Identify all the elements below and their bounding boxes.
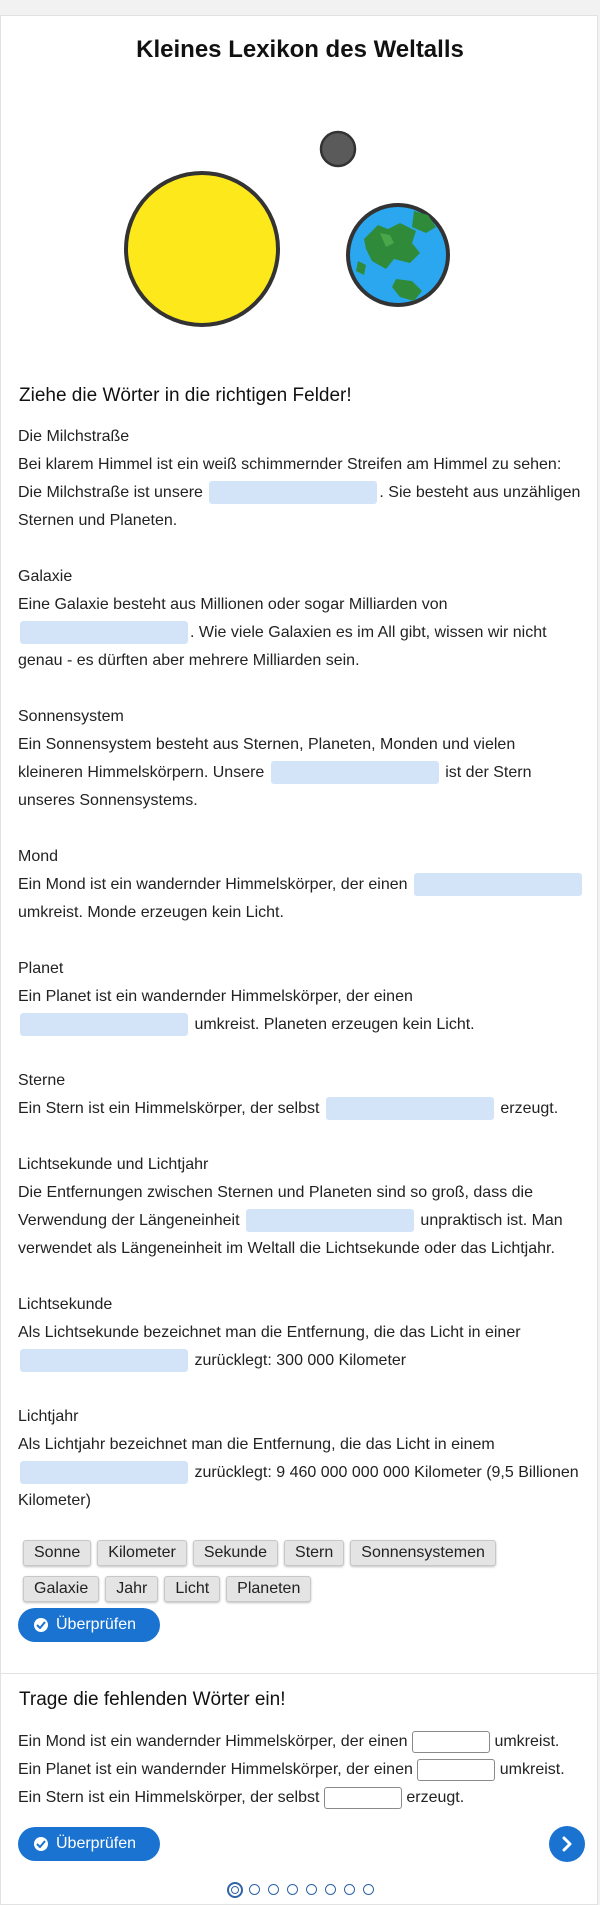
word-chip[interactable]: Kilometer	[97, 1540, 187, 1566]
check-button[interactable]	[18, 1608, 160, 1642]
entry-text: Ein Stern ist ein Himmelskörper, der selbst	[18, 1100, 320, 1117]
entry-text: Die Entfernungen zwischen Sternen und Planeten sind so groß, dass die Verwendung der Längeneinheit	[18, 1184, 533, 1229]
entry-sterne	[18, 1067, 584, 1123]
exercise-card	[0, 15, 598, 1905]
word-chip[interactable]: Sonne	[23, 1540, 91, 1566]
entry-heading: Planet	[18, 960, 64, 977]
entry-heading: Lichtsekunde und Lichtjahr	[18, 1156, 209, 1173]
word-chip[interactable]: Planeten	[226, 1576, 311, 1602]
answer-field[interactable]	[412, 1731, 490, 1753]
word-chip[interactable]: Jahr	[105, 1576, 158, 1602]
drop-zone[interactable]	[209, 481, 377, 504]
entry-text: Bei klarem Himmel ist ein weiß schimmernder Streifen am Himmel zu sehen: Die Milchstraße ist unsere	[18, 456, 562, 501]
page-dot[interactable]	[287, 1884, 298, 1895]
page-dot[interactable]	[363, 1884, 374, 1895]
drop-zone[interactable]	[271, 761, 439, 784]
drop-zone[interactable]	[326, 1097, 494, 1120]
check-circle-icon	[34, 1618, 48, 1632]
sun-image	[126, 173, 278, 325]
entry-text: zurücklegt: 300 000 Kilometer	[194, 1352, 407, 1369]
check-button-label: Überprüfen	[56, 1616, 137, 1633]
word-chip[interactable]: Sonnensystemen	[350, 1540, 496, 1566]
cloze-text	[18, 423, 584, 1543]
fill-in-text	[18, 1728, 584, 1812]
drop-zone[interactable]	[20, 1013, 188, 1036]
fill-line	[18, 1728, 584, 1756]
drop-zone[interactable]	[20, 621, 188, 644]
entry-text: umkreist. Planeten erzeugen kein Licht.	[194, 1016, 475, 1033]
entry-text: zurücklegt: 9 460 000 000 000 Kilometer (9,5 Billionen Kilometer)	[18, 1464, 579, 1509]
entry-lichtsekunde	[18, 1291, 584, 1375]
word-chip[interactable]: Sekunde	[193, 1540, 278, 1566]
entry-planet	[18, 955, 584, 1039]
fill-line-text: umkreist.	[499, 1761, 565, 1778]
entry-lichtjahr	[18, 1403, 584, 1515]
next-button[interactable]	[549, 1826, 585, 1862]
fill-line-text: Ein Mond ist ein wandernder Himmelskörper, der einen	[18, 1733, 408, 1750]
page-dot[interactable]	[227, 1882, 243, 1898]
entry-heading: Die Milchstraße	[18, 428, 130, 445]
task1-instruction: Ziehe die Wörter in die richtigen Felder!	[19, 385, 352, 406]
entry-heading: Sonnensystem	[18, 708, 124, 725]
page-title: Kleines Lexikon des Weltalls	[136, 36, 464, 63]
chevron-right-icon	[560, 1836, 574, 1852]
fill-line	[18, 1784, 584, 1812]
entry-text: Als Lichtsekunde bezeichnet man die Entfernung, die das Licht in einer	[18, 1324, 521, 1341]
entry-sonnensystem	[18, 703, 584, 815]
entry-text: unpraktisch ist. Man verwendet als Längeneinheit im Weltall die Lichtsekunde oder das Lichtjahr.	[18, 1212, 563, 1257]
page-dot[interactable]	[325, 1884, 336, 1895]
earth-image	[348, 205, 448, 305]
fill-line	[18, 1756, 584, 1784]
check-circle-icon	[34, 1837, 48, 1851]
word-chip[interactable]: Licht	[164, 1576, 220, 1602]
check-button[interactable]	[18, 1827, 160, 1861]
entry-milchstrasse	[18, 423, 584, 535]
answer-field[interactable]	[324, 1787, 402, 1809]
word-chip[interactable]: Stern	[284, 1540, 344, 1566]
section-divider	[1, 1673, 599, 1674]
task2-instruction: Trage die fehlenden Wörter ein!	[19, 1689, 286, 1710]
entry-heading: Galaxie	[18, 568, 73, 585]
page-dot[interactable]	[306, 1884, 317, 1895]
word-bank	[23, 1540, 543, 1612]
entry-heading: Lichtsekunde	[18, 1296, 113, 1313]
fill-line-text: umkreist.	[494, 1733, 560, 1750]
fill-line-text: Ein Stern ist ein Himmelskörper, der selbst	[18, 1789, 320, 1806]
entry-text: umkreist. Monde erzeugen kein Licht.	[18, 904, 284, 921]
fill-line-text: Ein Planet ist ein wandernder Himmelskörper, der einen	[18, 1761, 413, 1778]
entry-text: Ein Sonnensystem besteht aus Sternen, Planeten, Monden und vielen kleineren Himmelskörpern. Unsere	[18, 736, 516, 781]
entry-galaxie	[18, 563, 584, 675]
answer-field[interactable]	[417, 1759, 495, 1781]
page-dot[interactable]	[249, 1884, 260, 1895]
page-dot[interactable]	[268, 1884, 279, 1895]
entry-heading: Sterne	[18, 1072, 66, 1089]
moon-image	[321, 132, 355, 166]
entry-text: . Wie viele Galaxien es im All gibt, wissen wir nicht genau - es dürften aber mehrere Milliarden sein.	[18, 624, 547, 669]
check-button-label: Überprüfen	[56, 1835, 137, 1852]
entry-text: Ein Mond ist ein wandernder Himmelskörper, der einen	[18, 876, 408, 893]
entry-heading: Lichtjahr	[18, 1408, 79, 1425]
fill-line-text: erzeugt.	[406, 1789, 465, 1806]
drop-zone[interactable]	[246, 1209, 414, 1232]
space-illustration	[96, 111, 466, 351]
entry-text: ist der Stern unseres Sonnensystems.	[18, 764, 532, 809]
entry-text: Als Lichtjahr bezeichnet man die Entfernung, die das Licht in einem	[18, 1436, 495, 1453]
entry-text: . Sie besteht aus unzähligen Sternen und Planeten.	[18, 484, 581, 529]
page-dot[interactable]	[344, 1884, 355, 1895]
entry-text: erzeugt.	[500, 1100, 559, 1117]
word-chip[interactable]: Galaxie	[23, 1576, 99, 1602]
entry-mond	[18, 843, 584, 927]
entry-heading: Mond	[18, 848, 59, 865]
drop-zone[interactable]	[414, 873, 582, 896]
entry-text: Eine Galaxie besteht aus Millionen oder sogar Milliarden von	[18, 596, 448, 613]
entry-text: Ein Planet ist ein wandernder Himmelskörper, der einen	[18, 988, 413, 1005]
drop-zone[interactable]	[20, 1461, 188, 1484]
entry-lichtsekunde-und-lichtjahr	[18, 1151, 584, 1263]
drop-zone[interactable]	[20, 1349, 188, 1372]
